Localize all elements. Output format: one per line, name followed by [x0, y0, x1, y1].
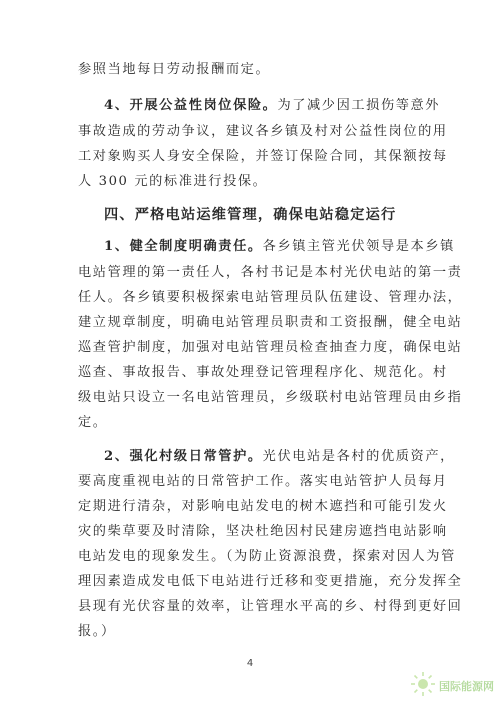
- text-line: 工对象购买人身安全保险，并签订保险合同，其保额按每: [78, 149, 448, 164]
- text-line: 电站管理的第一责任人，各村书记是本村光伏电站的第一责: [78, 265, 463, 280]
- text-line: 参照当地每日劳动报酬而定。: [78, 62, 271, 77]
- text-line: 定。: [78, 415, 108, 430]
- text-line: 事故造成的劳动争议，建议各乡镇及村对公益性岗位的用: [78, 124, 448, 139]
- section-heading: 四、严格电站运维管理，确保电站稳定运行: [104, 207, 397, 223]
- text-line: 要高度重视电站的日常管护工作。落实电站管护人员每月: [78, 474, 448, 489]
- text-line: 人 300 元的标准进行投保。: [78, 174, 268, 189]
- text-line: 4、开展公益性岗位保险。为了减少因工损伤等意外: [104, 98, 441, 113]
- sun-logo-icon: [410, 671, 436, 701]
- watermark: [410, 671, 494, 701]
- text-line: 巡查、事故报告、事故处理登记管理程序化、规范化。村: [78, 365, 448, 380]
- text-line: 任人。各乡镇要积极探索电站管理员队伍建设、管理办法，: [78, 290, 463, 305]
- text-line: 电站发电的现象发生。（为防止资源浪费，探索对因人为管: [78, 549, 456, 564]
- text-line: 报。）: [78, 624, 116, 639]
- text-line: 县现有光伏容量的效率，让管理水平高的乡、村得到更好回: [78, 599, 463, 614]
- watermark-text: 国际能源网: [439, 680, 494, 693]
- text-line: 灾的柴草要及时清除，坚决杜绝因村民建房遮挡电站影响: [78, 524, 448, 539]
- text-line: 定期进行清杂，对影响电站发电的树木遮挡和可能引发火: [78, 499, 448, 514]
- text-line: 建立规章制度，明确电站管理员职责和工资报酬，健全电站: [78, 315, 463, 330]
- text-line: 2、强化村级日常管护。光伏电站是各村的优质资产，: [104, 449, 455, 464]
- text-line: 理因素造成发电低下电站进行迁移和变更措施，充分发挥全: [78, 574, 463, 589]
- text-line: 巡查管护制度，加强对电站管理员检查抽查力度，确保电站: [78, 340, 463, 355]
- text-line: 级电站只设立一名电站管理员，乡级联村电站管理员由乡指: [78, 390, 463, 405]
- page-number: 4: [246, 658, 254, 669]
- text-line: 1、健全制度明确责任。各乡镇主管光伏领导是本乡镇: [104, 239, 455, 254]
